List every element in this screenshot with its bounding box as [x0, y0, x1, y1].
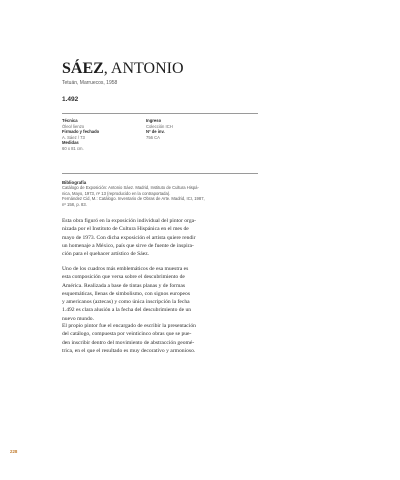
paragraph-line: El propio pintor fue el encargado de escribir la presentación [62, 323, 196, 329]
artist-name [62, 60, 184, 78]
divider-bottom [62, 173, 258, 174]
paragraph-line: del catálogo, compuesta por veinticinco obras que se pue- [62, 331, 192, 338]
divider-top [62, 113, 258, 114]
inventory-value: 756 CA [146, 134, 160, 140]
dimensions-label: Medidas [62, 140, 79, 146]
paragraph-line: esta composición que versa sobre el descubrimiento de [62, 274, 185, 281]
entry-label: Ingreso [146, 118, 162, 123]
signature-value: A. Sáez / 73 [62, 134, 85, 140]
entry-value: Colección ICH [146, 123, 173, 129]
bibliography-line: nº 158, p. 83. [62, 201, 87, 207]
meta-left [62, 118, 99, 152]
artist-surname: SÁEZ [62, 60, 104, 77]
bibliography-label: Bibliografía [62, 180, 87, 185]
body-paragraph-2 [62, 265, 272, 323]
signature-label: Firmado y fechado [62, 129, 100, 135]
body-paragraph-1 [62, 217, 272, 258]
paragraph-line: trica, en el que el resultado es muy decorativo y armonioso. [62, 347, 196, 354]
meta-right [146, 118, 173, 140]
paragraph-line: nuevo mundo. [62, 315, 95, 322]
dimensions-value: 60 x 81 cm. [62, 145, 84, 151]
paragraph-line: mayo de 1973. Con dicha exposición el artista quiere rendir [62, 234, 196, 241]
paragraph-line: y americanos (aztecas) y como única inscripción la fecha [62, 299, 190, 306]
paragraph-line: esquemáticas, llenas de simbolismo, con signos europeos [62, 290, 191, 297]
bibliography-line: nica, Mayo, 1973, nº 13 (reproducido en la contraportada). [62, 190, 171, 196]
paragraph-line: Uno de los cuadros más emblemáticos de esa muestra es [62, 266, 189, 272]
bibliography-line: Fernández Cid, M.: Catálogo. Inventario de Obras de Arte. Madrid, ICI, 1987, [62, 196, 205, 202]
inventory-label: Nº de inv. [146, 129, 165, 135]
paragraph-line: ción para el quehacer artístico de Sáez. [62, 251, 150, 258]
catalog-number: 1.492 [62, 96, 79, 103]
paragraph-line: nizada por el Instituto de Cultura Hispánica en el mes de [62, 226, 189, 233]
artist-birthplace: Tetuán, Marruecos, 1958 [62, 80, 118, 86]
paragraph-line: América. Realizada a base de tintas planas y de formas [62, 282, 186, 289]
paragraph-line: den inscribir dentro del movimiento de abstracción geomé- [62, 339, 195, 346]
paragraph-line: 1.492 es clara alusión a la fecha del descubrimiento de un [62, 307, 192, 314]
page-number: 228 [10, 449, 18, 454]
body-paragraph-3 [62, 322, 272, 355]
bibliography-text [62, 185, 258, 207]
technique-value: Óleo/ lienzo [62, 123, 85, 129]
paragraph-line: Esta obra figuró en la exposición individual del pintor orga- [62, 218, 196, 224]
artist-given-name: , ANTONIO [103, 60, 184, 77]
bibliography-line: Catálogo de Exposición: Antonio Sáez. Madrid, Instituto de Cultura Hispá- [62, 185, 199, 190]
technique-label: Técnica [62, 118, 78, 123]
paragraph-line: un homenaje a México, país que sirve de fuente de inspira- [62, 242, 194, 249]
